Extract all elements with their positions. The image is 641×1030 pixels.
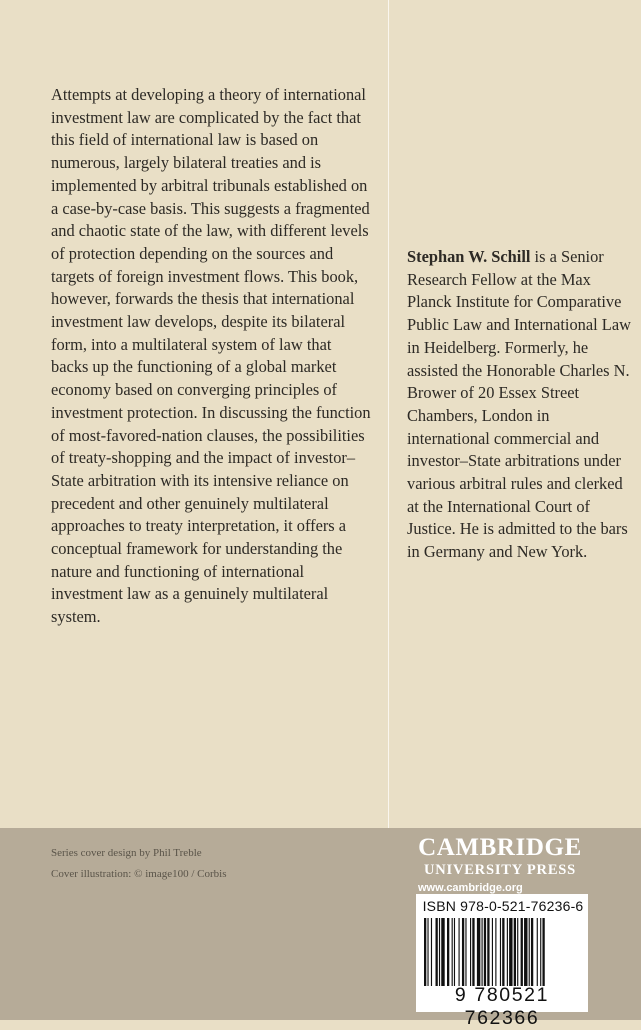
publisher-name: CAMBRIDGE	[418, 834, 582, 861]
author-name: Stephan W. Schill	[407, 247, 531, 266]
publisher-url: www.cambridge.org	[418, 882, 523, 894]
publisher-logo	[414, 834, 586, 896]
book-description: Attempts at developing a theory of international investment law are complicated by the fact that this field of international law is based on numerous, largely bilateral treaties and is implemented by arbitral tribunals established on a case-by-case basis. This suggests a fragmented and chaotic state of the law, with different levels of protection depending on the sources and targets of foreign investment flows. This book, however, forwards the thesis that international investment law develops, despite its bilateral form, into a multilateral system of law that backs up the functioning of a global market economy based on converging principles of investment protection. In discussing the function of most-favored-nation clauses, the possibilities of treaty-shopping and the impact of investor–State arbitration with its intensive reliance on precedent and other genuinely multilateral approaches to treaty interpretation, it offers a conceptual framework for understanding the nature and functioning of international investment law as a genuinely multilateral system.	[51, 85, 371, 627]
author-bio	[407, 246, 631, 564]
cover-illustration-credit: Cover illustration: © image100 / Corbis	[51, 868, 227, 880]
cover-design-credit: Series cover design by Phil Treble	[51, 847, 202, 859]
publisher-press: UNIVERSITY PRESS	[423, 862, 577, 878]
isbn-text: ISBN 978-0-521-76236-6	[422, 898, 584, 914]
barcode-icon	[424, 918, 582, 986]
barcode-digits: 9 780521 762366	[454, 984, 550, 1029]
barcode-label	[416, 894, 588, 1029]
author-bio-text: is a Senior Research Fellow at the Max Planck Institute for Comparative Public Law and International Law in Heidelberg. Formerly, he assisted the Honorable Charles N. Brower of 20 Essex Street Chambers, London in international commercial and investor–State arbitrations under various arbitral rules and clerked at the International Court of Justice. He is admitted to the bars in Germany and New York.	[407, 247, 631, 562]
column-divider	[388, 0, 389, 828]
